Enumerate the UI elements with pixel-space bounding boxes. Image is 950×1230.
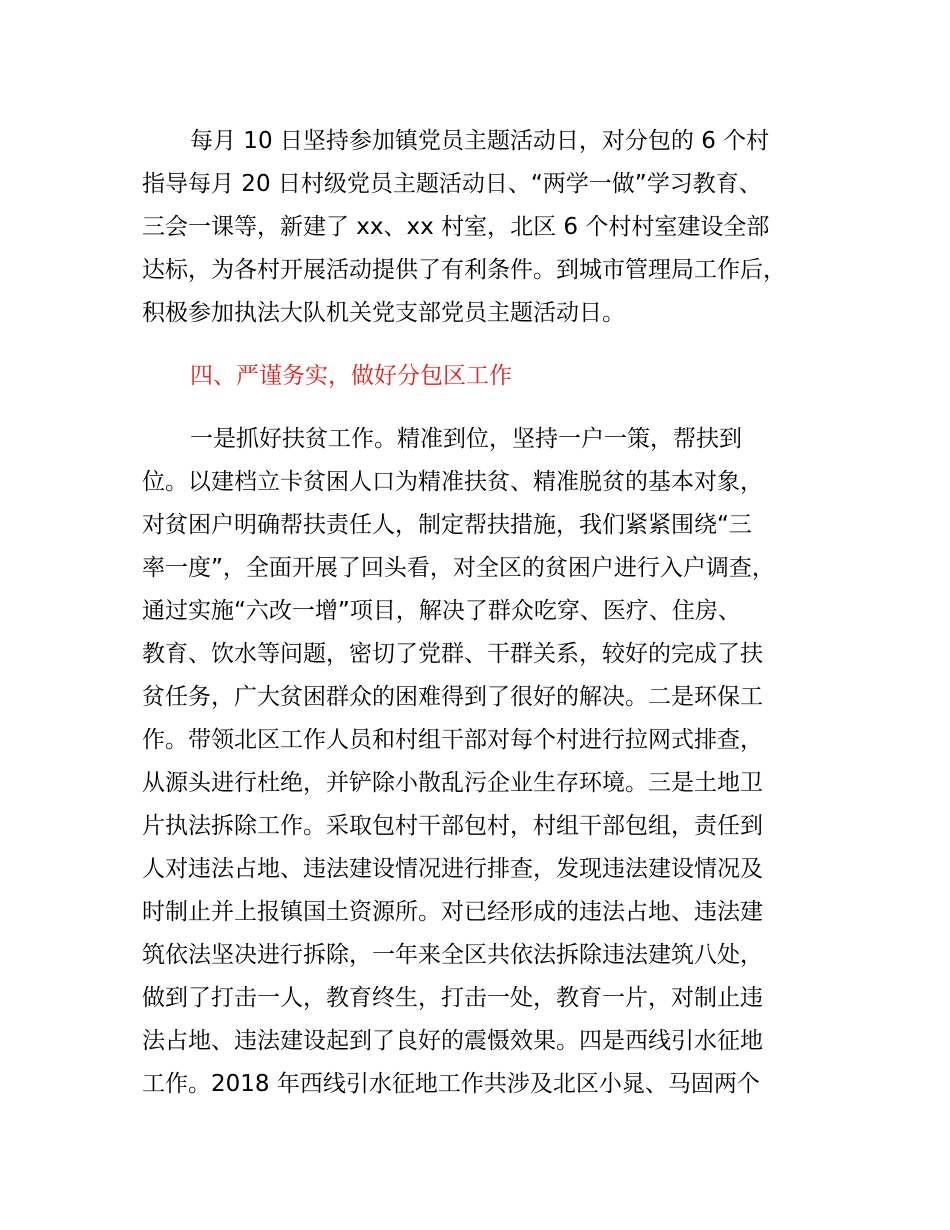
paragraph-line: 教育、饮水等问题，密切了党群、干群关系，较好的完成了扶 <box>142 641 763 667</box>
paragraph-line: 做到了打击一人，教育终生，打击一处，教育一片，对制止违 <box>142 985 763 1011</box>
paragraph-line: 通过实施“六改一增”项目，解决了群众吃穿、医疗、住房、 <box>142 598 741 624</box>
paragraph-line: 法占地、违法建设起到了良好的震慑效果。四是西线引水征地 <box>142 1028 763 1054</box>
paragraph-line: 筑依法坚决进行拆除，一年来全区共依法拆除违法建筑八处， <box>142 942 763 968</box>
section-heading: 四、严谨务实，做好分包区工作 <box>190 363 512 389</box>
paragraph-line: 时制止并上报镇国土资源所。对已经形成的违法占地、违法建 <box>142 899 763 925</box>
paragraph-line: 从源头进行杜绝，并铲除小散乱污企业生存环境。三是土地卫 <box>142 770 763 796</box>
paragraph-line: 位。以建档立卡贫困人口为精准扶贫、精准脱贫的基本对象， <box>142 469 763 495</box>
paragraph-line: 作。带领北区工作人员和村组干部对每个村进行拉网式排查， <box>142 727 763 753</box>
paragraph-line: 片执法拆除工作。采取包村干部包村，村组干部包组，责任到 <box>142 813 763 839</box>
paragraph-line: 率一度”，全面开展了回头看，对全区的贫困户进行入户调查， <box>142 555 775 581</box>
paragraph-line: 一是抓好扶贫工作。精准到位，坚持一户一策，帮扶到 <box>190 426 742 452</box>
paragraph-line: 人对违法占地、违法建设情况进行排查，发现违法建设情况及 <box>142 856 763 882</box>
paragraph-line: 积极参加执法大队机关党支部党员主题活动日。 <box>142 300 625 326</box>
paragraph-line: 达标，为各村开展活动提供了有利条件。到城市管理局工作后， <box>142 257 786 283</box>
paragraph-line: 指导每月 20 日村级党员主题活动日、“两学一做”学习教育、 <box>142 171 762 197</box>
paragraph-line: 对贫困户明确帮扶责任人，制定帮扶措施，我们紧紧围绕“三 <box>142 512 752 538</box>
paragraph-line: 三会一课等，新建了 xx、xx 村室，北区 6 个村村室建设全部 <box>142 214 770 240</box>
paragraph-line: 工作。2018 年西线引水征地工作共涉及北区小晁、马固两个 <box>142 1071 760 1097</box>
paragraph-line: 每月 10 日坚持参加镇党员主题活动日，对分包的 6 个村 <box>190 128 770 154</box>
paragraph-line: 贫任务，广大贫困群众的困难得到了很好的解决。二是环保工 <box>142 684 763 710</box>
